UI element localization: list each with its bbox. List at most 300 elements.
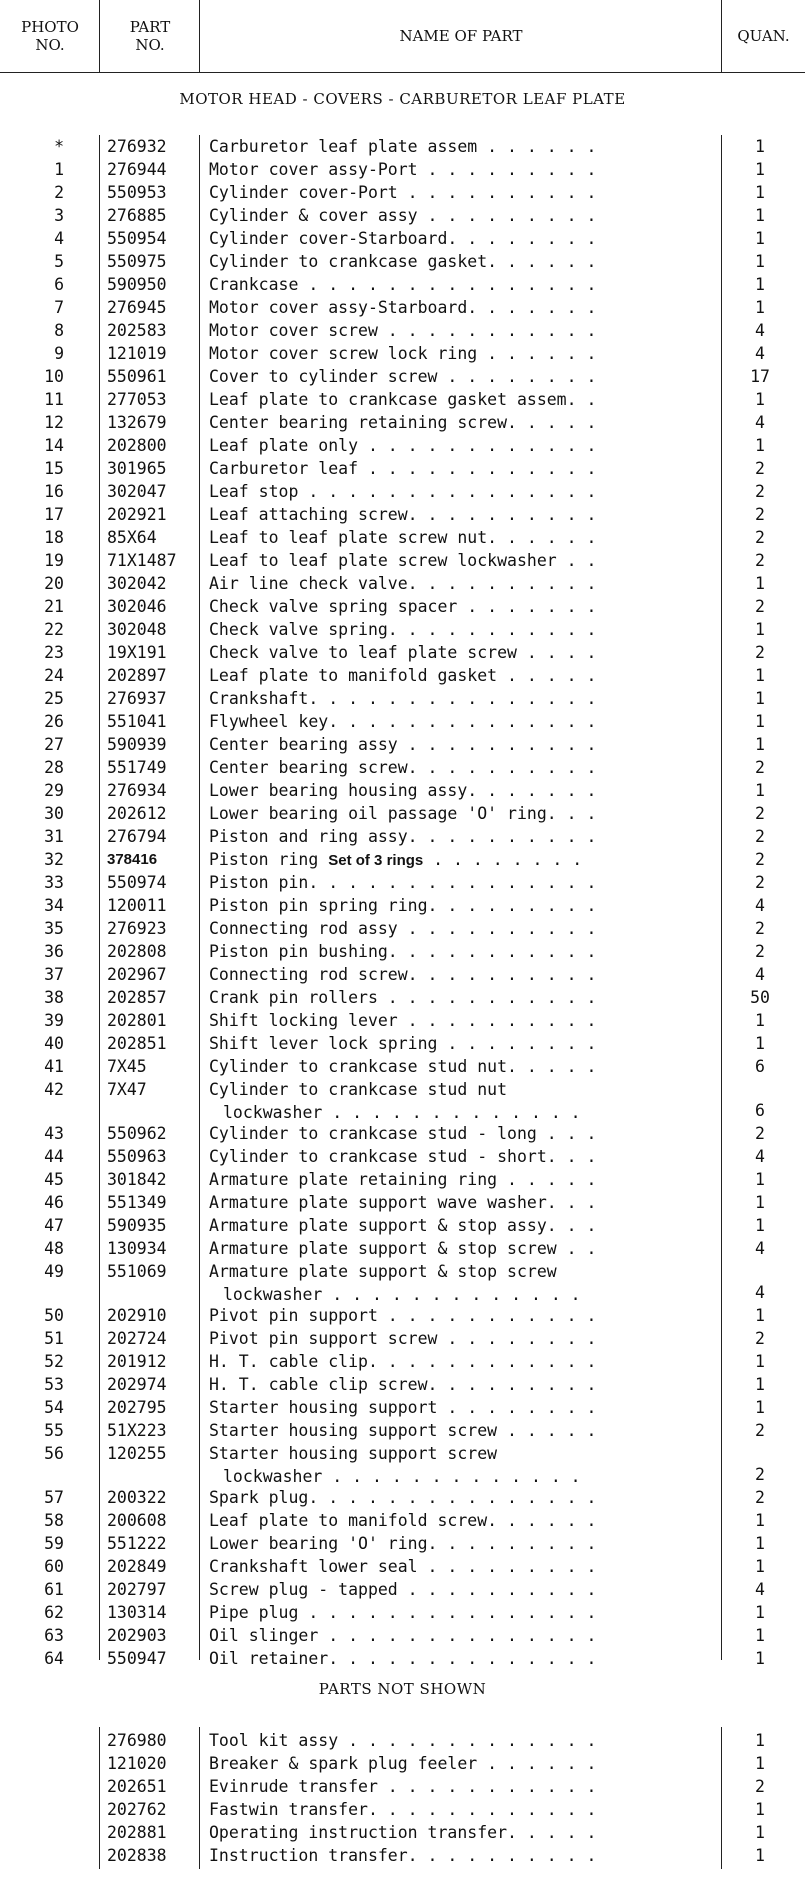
part-name: Cylinder to crankcase gasket. . . . . . bbox=[209, 252, 597, 271]
table-row bbox=[0, 1601, 805, 1624]
part-name-cell bbox=[209, 411, 717, 434]
quantity: 1 bbox=[755, 1398, 765, 1417]
part-number: 202583 bbox=[107, 321, 167, 340]
part-number: 550963 bbox=[107, 1147, 167, 1166]
part-number: 202897 bbox=[107, 666, 167, 685]
photo-number: 55 bbox=[44, 1421, 64, 1440]
table-row bbox=[0, 1578, 805, 1601]
table-row bbox=[0, 871, 805, 894]
part-number: 132679 bbox=[107, 413, 167, 432]
quantity: 2 bbox=[755, 758, 765, 777]
part-number: 550947 bbox=[107, 1649, 167, 1668]
table-row bbox=[0, 1647, 805, 1670]
quantity: 6 bbox=[755, 1101, 765, 1120]
quantity: 1 bbox=[755, 1306, 765, 1325]
photo-number: 36 bbox=[44, 942, 64, 961]
part-number: 590939 bbox=[107, 735, 167, 754]
part-number: 202838 bbox=[107, 1846, 167, 1865]
part-number: 130314 bbox=[107, 1603, 167, 1622]
table-row bbox=[0, 135, 805, 158]
part-name-cell bbox=[209, 1509, 717, 1532]
part-number: 276794 bbox=[107, 827, 167, 846]
part-name: Crank pin rollers . . . . . . . . . . . bbox=[209, 988, 597, 1007]
photo-number: 9 bbox=[54, 344, 64, 363]
part-name: Lower bearing oil passage 'O' ring. . . bbox=[209, 804, 597, 823]
section-title-motor-head: MOTOR HEAD - COVERS - CARBURETOR LEAF PLATE bbox=[179, 90, 626, 108]
part-name: Operating instruction transfer. . . . . bbox=[209, 1823, 597, 1842]
table-row bbox=[0, 1168, 805, 1191]
photo-number: 44 bbox=[44, 1147, 64, 1166]
part-name-continued: lockwasher . . . . . . . . . . . . . bbox=[223, 1285, 581, 1304]
part-number: 202795 bbox=[107, 1398, 167, 1417]
table-row bbox=[0, 1442, 805, 1486]
photo-number: 34 bbox=[44, 896, 64, 915]
photo-number: 31 bbox=[44, 827, 64, 846]
photo-number: 17 bbox=[44, 505, 64, 524]
quantity: 1 bbox=[755, 1557, 765, 1576]
part-name-cell bbox=[209, 1624, 717, 1647]
photo-number: 41 bbox=[44, 1057, 64, 1076]
part-name: Tool kit assy . . . . . . . . . . . . . bbox=[209, 1731, 597, 1750]
part-number: 7X45 bbox=[107, 1057, 147, 1076]
table-row bbox=[0, 250, 805, 273]
table-row bbox=[0, 710, 805, 733]
header-photo-line1: PHOTO bbox=[21, 18, 79, 36]
table-row bbox=[0, 1145, 805, 1168]
part-name: Connecting rod screw. . . . . . . . . . bbox=[209, 965, 597, 984]
part-number: 550953 bbox=[107, 183, 167, 202]
photo-number: 2 bbox=[54, 183, 64, 202]
quantity: 1 bbox=[755, 1626, 765, 1645]
part-number: 202612 bbox=[107, 804, 167, 823]
part-name: Armature plate retaining ring . . . . . bbox=[209, 1170, 597, 1189]
photo-number: 62 bbox=[44, 1603, 64, 1622]
quantity: 1 bbox=[755, 298, 765, 317]
quantity: 2 bbox=[755, 1777, 765, 1796]
photo-number: 16 bbox=[44, 482, 64, 501]
part-name: Check valve spring. . . . . . . . . . . bbox=[209, 620, 597, 639]
part-name-cell bbox=[209, 940, 717, 963]
part-name: Leaf plate to manifold screw. . . . . . bbox=[209, 1511, 597, 1530]
part-name-cell bbox=[209, 273, 717, 296]
table-row bbox=[0, 480, 805, 503]
photo-number: 47 bbox=[44, 1216, 64, 1235]
quantity: 6 bbox=[755, 1057, 765, 1076]
table-row bbox=[0, 503, 805, 526]
part-name-cell bbox=[209, 204, 717, 227]
part-name: H. T. cable clip. . . . . . . . . . . . bbox=[209, 1352, 597, 1371]
part-name-cell bbox=[209, 1032, 717, 1055]
part-note: Set of 3 rings bbox=[328, 852, 424, 869]
part-number: 378416 bbox=[107, 851, 158, 868]
part-number: 550961 bbox=[107, 367, 167, 386]
photo-number: 33 bbox=[44, 873, 64, 892]
quantity: 1 bbox=[755, 206, 765, 225]
part-name: Cylinder & cover assy . . . . . . . . . bbox=[209, 206, 597, 225]
table-row bbox=[0, 1009, 805, 1032]
table-row bbox=[0, 1844, 805, 1867]
part-name-cell bbox=[209, 1798, 717, 1821]
part-number: 200608 bbox=[107, 1511, 167, 1530]
photo-number: 58 bbox=[44, 1511, 64, 1530]
part-name: Evinrude transfer . . . . . . . . . . . bbox=[209, 1777, 597, 1796]
quantity: 50 bbox=[750, 988, 770, 1007]
part-number: 276885 bbox=[107, 206, 167, 225]
table-row bbox=[0, 388, 805, 411]
part-name-cell bbox=[209, 1419, 717, 1442]
header-photo-line2: NO. bbox=[35, 36, 65, 54]
header-photo-no bbox=[0, 0, 100, 72]
quantity: 2 bbox=[755, 505, 765, 524]
part-number: 201912 bbox=[107, 1352, 167, 1371]
part-name: Starter housing support . . . . . . . . bbox=[209, 1398, 597, 1417]
part-name-cell bbox=[209, 894, 717, 917]
header-part-line1: PART bbox=[129, 18, 171, 36]
table-row bbox=[0, 779, 805, 802]
table-row bbox=[0, 1350, 805, 1373]
part-name: Shift locking lever . . . . . . . . . . bbox=[209, 1011, 597, 1030]
quantity: 2 bbox=[755, 643, 765, 662]
part-name-cell bbox=[209, 365, 717, 388]
part-name: Cylinder cover-Starboard. . . . . . . . bbox=[209, 229, 597, 248]
photo-number: 63 bbox=[44, 1626, 64, 1645]
part-name-cell bbox=[209, 1327, 717, 1350]
part-name: Pipe plug . . . . . . . . . . . . . . . bbox=[209, 1603, 597, 1622]
photo-number: 35 bbox=[44, 919, 64, 938]
part-name: Fastwin transfer. . . . . . . . . . . . bbox=[209, 1800, 597, 1819]
part-name-cell bbox=[209, 618, 717, 641]
part-name-cell bbox=[209, 296, 717, 319]
table-row bbox=[0, 1214, 805, 1237]
table-row bbox=[0, 664, 805, 687]
part-name-cell bbox=[209, 1396, 717, 1419]
part-number: 202974 bbox=[107, 1375, 167, 1394]
table-row bbox=[0, 917, 805, 940]
part-number: 71X1487 bbox=[107, 551, 177, 570]
part-name: Leaf to leaf plate screw lockwasher . . bbox=[209, 551, 597, 570]
part-name: Screw plug - tapped . . . . . . . . . . bbox=[209, 1580, 597, 1599]
quantity: 4 bbox=[755, 413, 765, 432]
table-row bbox=[0, 1509, 805, 1532]
part-number: 276944 bbox=[107, 160, 167, 179]
table-row bbox=[0, 1373, 805, 1396]
part-number: 202903 bbox=[107, 1626, 167, 1645]
part-name: Motor cover assy-Starboard. . . . . . . bbox=[209, 298, 597, 317]
table-row bbox=[0, 342, 805, 365]
table-row bbox=[0, 802, 805, 825]
part-number: 202724 bbox=[107, 1329, 167, 1348]
quantity: 2 bbox=[755, 850, 765, 869]
quantity: 1 bbox=[755, 620, 765, 639]
table-row bbox=[0, 1821, 805, 1844]
quantity: 4 bbox=[755, 1580, 765, 1599]
part-name-cell bbox=[209, 1191, 717, 1214]
part-name: Motor cover screw . . . . . . . . . . . bbox=[209, 321, 597, 340]
table-row bbox=[0, 1419, 805, 1442]
part-name-cell bbox=[209, 549, 717, 572]
table-row bbox=[0, 641, 805, 664]
part-number: 51X223 bbox=[107, 1421, 167, 1440]
photo-number: 21 bbox=[44, 597, 64, 616]
part-name-cell bbox=[209, 779, 717, 802]
quantity: 1 bbox=[755, 1754, 765, 1773]
table-row bbox=[0, 1078, 805, 1122]
quantity: 2 bbox=[755, 551, 765, 570]
part-name: Piston and ring assy. . . . . . . . . . bbox=[209, 827, 597, 846]
part-name-cell bbox=[209, 1821, 717, 1844]
table-row bbox=[0, 1260, 805, 1304]
part-name-cell bbox=[209, 135, 717, 158]
photo-number: 54 bbox=[44, 1398, 64, 1417]
part-name: Cylinder cover-Port . . . . . . . . . . bbox=[209, 183, 597, 202]
part-name: Air line check valve. . . . . . . . . . bbox=[209, 574, 597, 593]
photo-number: 18 bbox=[44, 528, 64, 547]
part-name-cell bbox=[209, 1729, 717, 1752]
quantity: 1 bbox=[755, 1352, 765, 1371]
photo-number: 20 bbox=[44, 574, 64, 593]
table-row bbox=[0, 181, 805, 204]
part-number: 551041 bbox=[107, 712, 167, 731]
quantity: 17 bbox=[750, 367, 770, 386]
quantity: 1 bbox=[755, 183, 765, 202]
part-name: Pivot pin support screw . . . . . . . . bbox=[209, 1329, 597, 1348]
part-name-cell bbox=[209, 1214, 717, 1237]
part-name-cell bbox=[209, 756, 717, 779]
part-number: 276937 bbox=[107, 689, 167, 708]
quantity: 2 bbox=[755, 827, 765, 846]
table-row bbox=[0, 1032, 805, 1055]
part-number: 130934 bbox=[107, 1239, 167, 1258]
photo-number: 23 bbox=[44, 643, 64, 662]
header-part-no bbox=[100, 0, 200, 72]
part-number: 302048 bbox=[107, 620, 167, 639]
quantity: 1 bbox=[755, 137, 765, 156]
quantity: 1 bbox=[755, 1731, 765, 1750]
part-number: 85X64 bbox=[107, 528, 157, 547]
part-number: 276934 bbox=[107, 781, 167, 800]
part-name-cell bbox=[209, 480, 717, 503]
quantity: 2 bbox=[755, 459, 765, 478]
photo-number: 29 bbox=[44, 781, 64, 800]
table-row bbox=[0, 1775, 805, 1798]
quantity: 2 bbox=[755, 1421, 765, 1440]
quantity: 1 bbox=[755, 160, 765, 179]
part-number: 202851 bbox=[107, 1034, 167, 1053]
part-number: 7X47 bbox=[107, 1080, 147, 1099]
table-row bbox=[0, 595, 805, 618]
part-name-cell bbox=[209, 250, 717, 273]
part-number: 202800 bbox=[107, 436, 167, 455]
part-name: Piston ring bbox=[209, 850, 319, 869]
part-name-cell bbox=[209, 1373, 717, 1396]
photo-number: 32 bbox=[44, 850, 64, 869]
part-name: Cylinder to crankcase stud - short. . . bbox=[209, 1147, 597, 1166]
part-name-cell bbox=[209, 825, 717, 848]
part-name: Pivot pin support . . . . . . . . . . . bbox=[209, 1306, 597, 1325]
table-row bbox=[0, 434, 805, 457]
quantity: 1 bbox=[755, 712, 765, 731]
part-number: 551069 bbox=[107, 1262, 167, 1281]
table-row bbox=[0, 273, 805, 296]
table-row bbox=[0, 756, 805, 779]
table-row bbox=[0, 1396, 805, 1419]
part-name: Cylinder to crankcase stud nut. . . . . bbox=[209, 1057, 597, 1076]
table-row bbox=[0, 411, 805, 434]
part-name: Carburetor leaf . . . . . . . . . . . . bbox=[209, 459, 597, 478]
photo-number: 51 bbox=[44, 1329, 64, 1348]
photo-number: 3 bbox=[54, 206, 64, 225]
quantity: 1 bbox=[755, 666, 765, 685]
part-name: Armature plate support & stop assy. . . bbox=[209, 1216, 597, 1235]
table-row bbox=[0, 457, 805, 480]
quantity: 1 bbox=[755, 689, 765, 708]
part-name: Instruction transfer. . . . . . . . . . bbox=[209, 1846, 597, 1865]
photo-number: 57 bbox=[44, 1488, 64, 1507]
part-name-cell bbox=[209, 181, 717, 204]
part-name: Center bearing assy . . . . . . . . . . bbox=[209, 735, 597, 754]
part-name: Oil retainer. . . . . . . . . . . . . . bbox=[209, 1649, 597, 1668]
header-name-of-part: NAME OF PART bbox=[399, 27, 523, 45]
quantity: 1 bbox=[755, 252, 765, 271]
part-name-cell bbox=[209, 319, 717, 342]
part-name: Leaf plate to crankcase gasket assem. . bbox=[209, 390, 597, 409]
part-name: Piston pin bushing. . . . . . . . . . . bbox=[209, 942, 597, 961]
quantity: 2 bbox=[755, 1465, 765, 1484]
quantity: 1 bbox=[755, 1649, 765, 1668]
part-number: 120255 bbox=[107, 1444, 167, 1463]
table-row bbox=[0, 825, 805, 848]
photo-number: 19 bbox=[44, 551, 64, 570]
quantity: 2 bbox=[755, 919, 765, 938]
photo-number: 30 bbox=[44, 804, 64, 823]
part-number: 302042 bbox=[107, 574, 167, 593]
part-number: 202849 bbox=[107, 1557, 167, 1576]
part-name-cell bbox=[209, 1078, 717, 1124]
photo-number: * bbox=[54, 137, 64, 156]
photo-number: 64 bbox=[44, 1649, 64, 1668]
quantity: 1 bbox=[755, 1823, 765, 1842]
quantity: 1 bbox=[755, 1193, 765, 1212]
photo-number: 39 bbox=[44, 1011, 64, 1030]
part-name: Crankcase . . . . . . . . . . . . . . . bbox=[209, 275, 597, 294]
part-name: Lower bearing housing assy. . . . . . . bbox=[209, 781, 597, 800]
photo-number: 46 bbox=[44, 1193, 64, 1212]
header-part-line2: NO. bbox=[135, 36, 165, 54]
quantity: 2 bbox=[755, 482, 765, 501]
quantity: 2 bbox=[755, 1329, 765, 1348]
photo-number: 22 bbox=[44, 620, 64, 639]
table-row bbox=[0, 1486, 805, 1509]
table-row bbox=[0, 1237, 805, 1260]
part-name-cell bbox=[209, 963, 717, 986]
photo-number: 27 bbox=[44, 735, 64, 754]
part-number: 202808 bbox=[107, 942, 167, 961]
part-name-cell bbox=[209, 503, 717, 526]
quantity: 1 bbox=[755, 781, 765, 800]
quantity: 4 bbox=[755, 1147, 765, 1166]
quantity: 2 bbox=[755, 942, 765, 961]
table-header bbox=[0, 0, 805, 73]
part-name-cell bbox=[209, 595, 717, 618]
part-name-cell bbox=[209, 1304, 717, 1327]
part-name-cell bbox=[209, 1532, 717, 1555]
part-number: 200322 bbox=[107, 1488, 167, 1507]
quantity: 1 bbox=[755, 275, 765, 294]
part-number: 202910 bbox=[107, 1306, 167, 1325]
part-name-cell bbox=[209, 710, 717, 733]
part-name-cell bbox=[209, 434, 717, 457]
part-name: Breaker & spark plug feeler . . . . . . bbox=[209, 1754, 597, 1773]
photo-number: 61 bbox=[44, 1580, 64, 1599]
table-row bbox=[0, 1304, 805, 1327]
quantity: 1 bbox=[755, 1800, 765, 1819]
table-row bbox=[0, 572, 805, 595]
part-name-cell bbox=[209, 1555, 717, 1578]
part-name-cell bbox=[209, 687, 717, 710]
part-name: Spark plug. . . . . . . . . . . . . . . bbox=[209, 1488, 597, 1507]
part-number: 276945 bbox=[107, 298, 167, 317]
quantity: 1 bbox=[755, 1375, 765, 1394]
part-name: Piston pin spring ring. . . . . . . . . bbox=[209, 896, 597, 915]
part-number: 121020 bbox=[107, 1754, 167, 1773]
quantity: 4 bbox=[755, 1239, 765, 1258]
table-row bbox=[0, 1191, 805, 1214]
table-row bbox=[0, 1327, 805, 1350]
table-row bbox=[0, 204, 805, 227]
photo-number: 1 bbox=[54, 160, 64, 179]
photo-number: 8 bbox=[54, 321, 64, 340]
part-name-cell bbox=[209, 1775, 717, 1798]
quantity: 4 bbox=[755, 896, 765, 915]
part-name: Leaf to leaf plate screw nut. . . . . . bbox=[209, 528, 597, 547]
photo-number: 53 bbox=[44, 1375, 64, 1394]
part-name: Connecting rod assy . . . . . . . . . . bbox=[209, 919, 597, 938]
part-name-cell bbox=[209, 1578, 717, 1601]
photo-number: 52 bbox=[44, 1352, 64, 1371]
photo-number: 6 bbox=[54, 275, 64, 294]
quantity: 1 bbox=[755, 436, 765, 455]
part-number: 202967 bbox=[107, 965, 167, 984]
part-name-cell bbox=[209, 1486, 717, 1509]
photo-number: 7 bbox=[54, 298, 64, 317]
part-name-cell bbox=[209, 1260, 717, 1306]
photo-number: 4 bbox=[54, 229, 64, 248]
part-name: Center bearing screw. . . . . . . . . . bbox=[209, 758, 597, 777]
table-row bbox=[0, 227, 805, 250]
part-number: 551349 bbox=[107, 1193, 167, 1212]
part-name-cell bbox=[209, 733, 717, 756]
photo-number: 43 bbox=[44, 1124, 64, 1143]
part-name: Cylinder to crankcase stud - long . . . bbox=[209, 1124, 597, 1143]
quantity: 2 bbox=[755, 1488, 765, 1507]
part-name-cell bbox=[209, 342, 717, 365]
part-number: 276923 bbox=[107, 919, 167, 938]
section-title-parts-not-shown: PARTS NOT SHOWN bbox=[318, 1680, 487, 1698]
photo-number: 42 bbox=[44, 1080, 64, 1099]
part-name-cell bbox=[209, 1844, 717, 1867]
photo-number: 24 bbox=[44, 666, 64, 685]
part-name: Armature plate support & stop screw bbox=[209, 1262, 557, 1281]
table-row bbox=[0, 1798, 805, 1821]
part-name-cell bbox=[209, 1237, 717, 1260]
part-name-cell bbox=[209, 1601, 717, 1624]
quantity: 1 bbox=[755, 574, 765, 593]
part-name: Carburetor leaf plate assem . . . . . . bbox=[209, 137, 597, 156]
part-name: Piston pin. . . . . . . . . . . . . . . bbox=[209, 873, 597, 892]
photo-number: 37 bbox=[44, 965, 64, 984]
part-name-cell bbox=[209, 1647, 717, 1670]
part-name-cell bbox=[209, 158, 717, 181]
